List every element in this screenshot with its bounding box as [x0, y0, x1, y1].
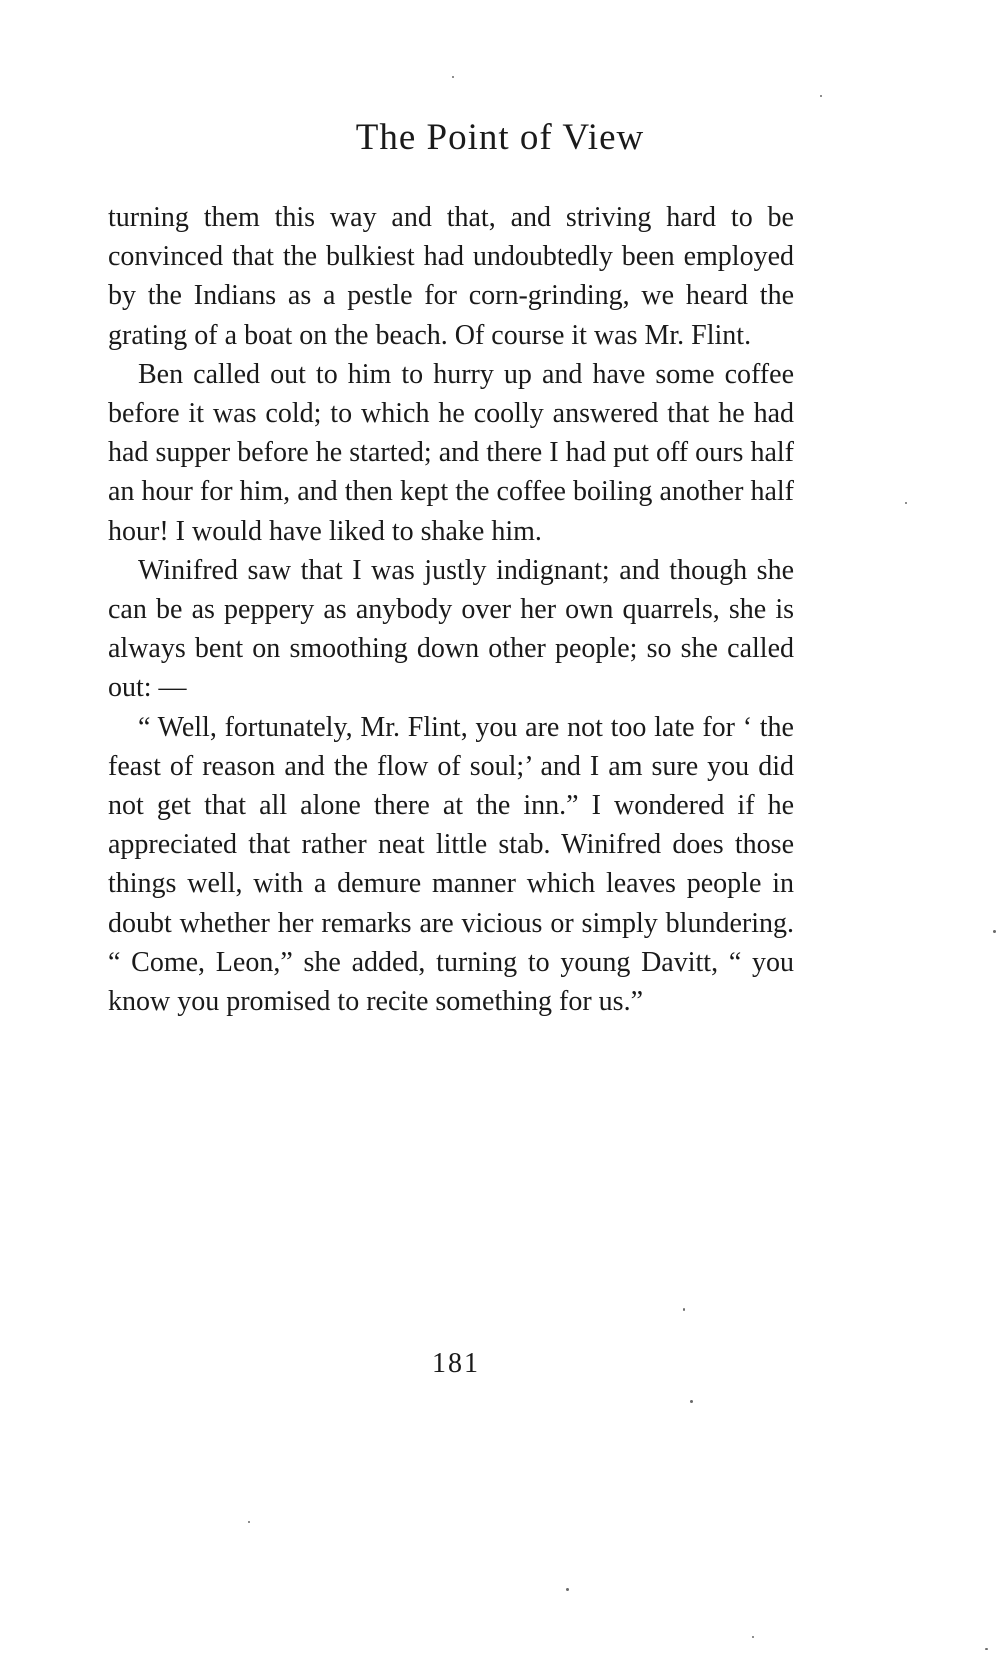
- scan-speck: [905, 502, 907, 504]
- paragraph-4: “ Well, fortunately, Mr. Flint, you are not too late for ‘ the feast of reason and the flow of soul;’ and I am sure you did not get that all alone there at the inn.” I wondered if he appreciated that rather neat little stab. Winifred does those things well, with a demure manner which leaves people in doubt whether her remarks are vicious or simply blundering. “ Come, Leon,” she added, turning to young Davitt, “ you know you promised to recite something for us.”: [108, 711, 794, 1018]
- page-number: 181: [432, 1348, 480, 1379]
- paragraph-2: Ben called out to him to hurry up and have some coffee before it was cold; to which he coolly answered that he had had supper before he started; and there I had put off ours half an hour for him, and then kept the coffee boiling another half hour! I would have liked to shake him.: [108, 358, 794, 547]
- running-title: The Point of View: [355, 117, 645, 158]
- scan-speck: [752, 1636, 754, 1638]
- paragraph-1: turning them this way and that, and striving hard to be convinced that the bulkiest had undoubtedly been employed by the Indians as a pestle for corn-grinding, we heard the grating of a boat on the beach. Of course it was Mr. Flint.: [108, 202, 794, 351]
- scan-speck: [690, 1400, 693, 1403]
- scan-speck: [248, 1521, 250, 1523]
- scan-speck: [820, 95, 822, 97]
- body-text: [108, 198, 794, 1021]
- scan-speck: [566, 1588, 569, 1591]
- paragraph-3: Winifred saw that I was justly indignant; and though she can be as peppery as anybody over her own quarrels, she is always bent on smoothing down other people; so she called out: —: [108, 554, 794, 704]
- scan-speck: [985, 1648, 988, 1650]
- scan-speck: [452, 76, 454, 78]
- scan-speck: [683, 1308, 685, 1311]
- scan-speck: [993, 930, 996, 933]
